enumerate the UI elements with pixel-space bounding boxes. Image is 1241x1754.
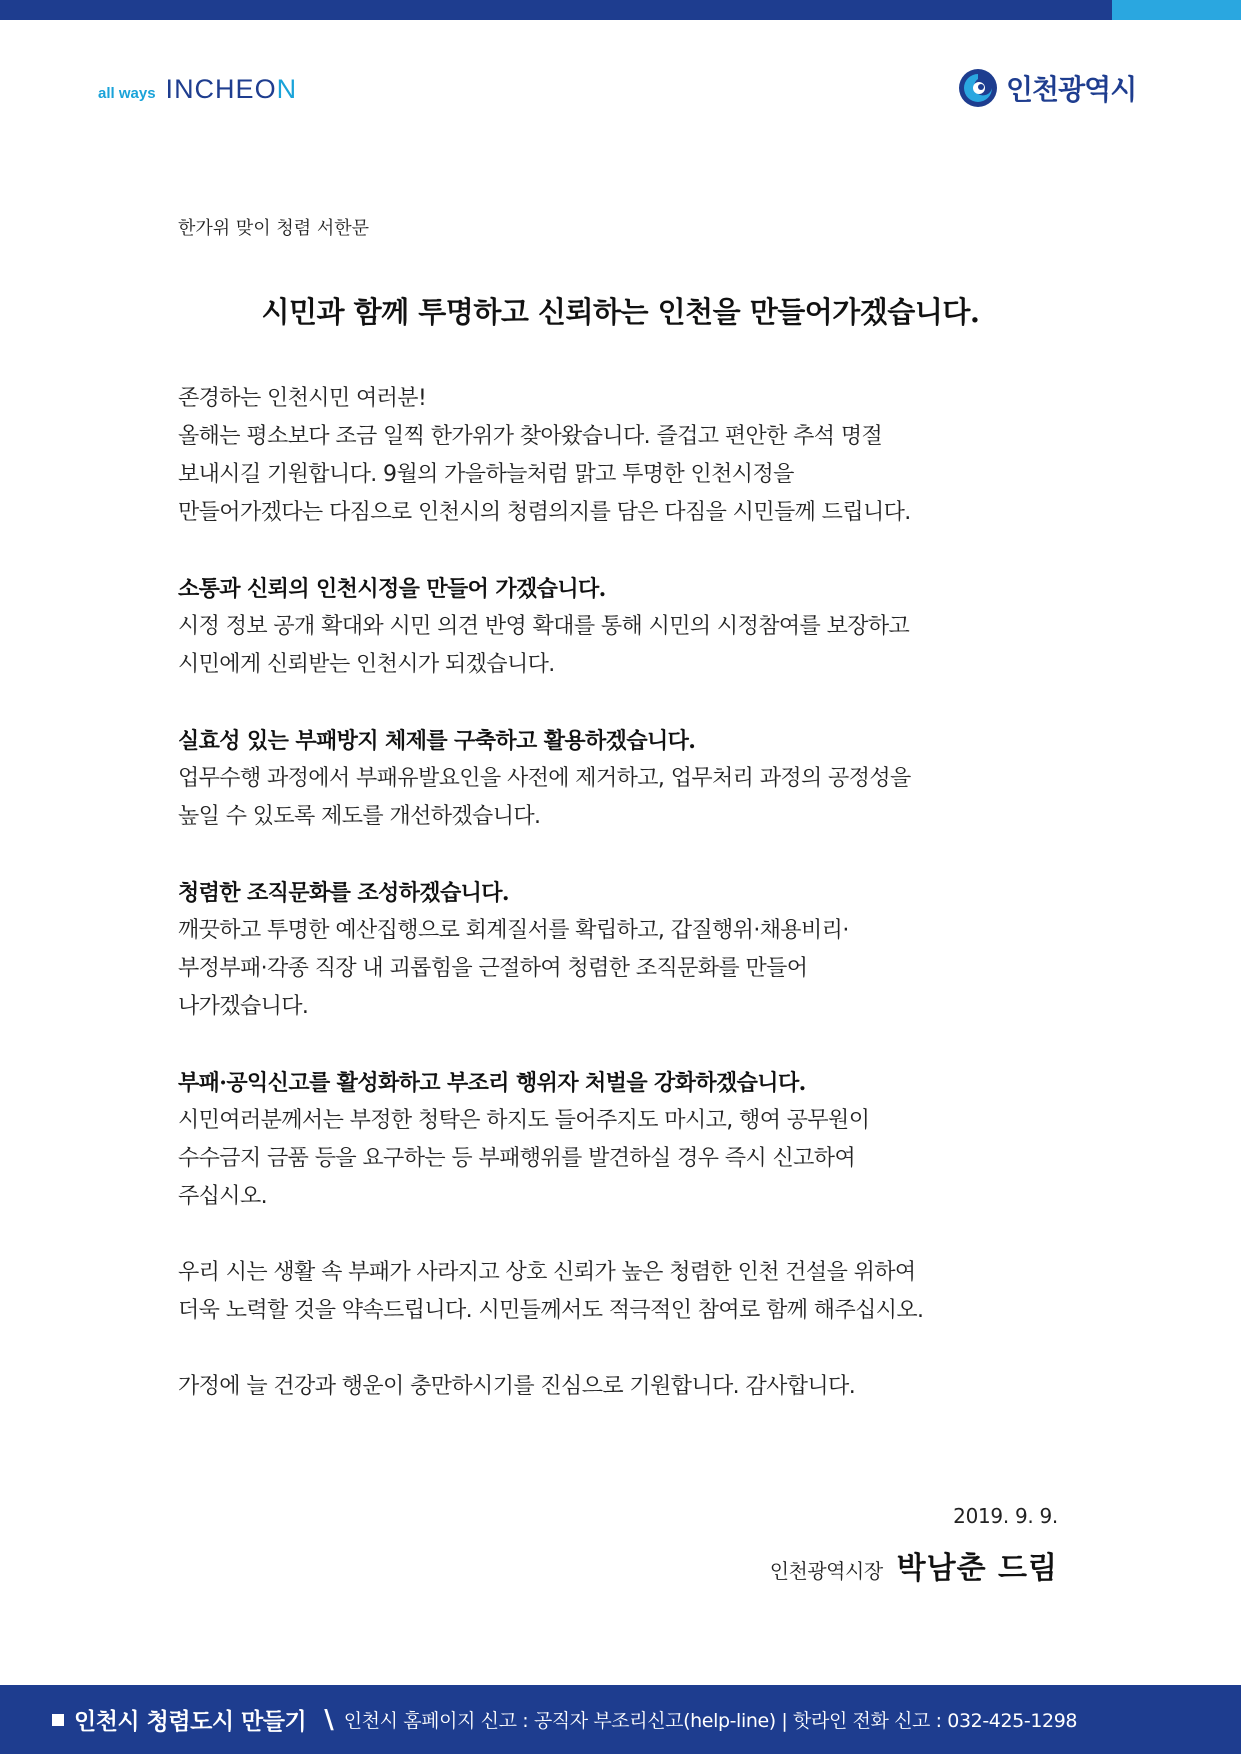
closing-paragraph bbox=[178, 1254, 1078, 1330]
pledge-section-communication bbox=[178, 570, 1078, 684]
section-line: 시정 정보 공개 확대와 시민 의견 반영 확대를 통해 시민의 시정참여를 보장하고 bbox=[178, 614, 910, 639]
footer-title: 인천시 청렴도시 만들기 bbox=[74, 1709, 307, 1735]
document-title: 시민과 함께 투명하고 신뢰하는 인천을 만들어가겠습니다. bbox=[261, 295, 980, 329]
section-heading: 소통과 신뢰의 인천시정을 만들어 가겠습니다. bbox=[178, 576, 606, 602]
signer-role: 인천광역시장 bbox=[769, 1559, 883, 1583]
section-line: 주십시오. bbox=[178, 1184, 268, 1209]
section-line: 깨끗하고 투명한 예산집행으로 회계질서를 확립하고, 갑질행위·채용비리· bbox=[178, 918, 849, 943]
intro-paragraph bbox=[178, 380, 1078, 532]
section-line: 부정부패·각종 직장 내 괴롭힘을 근절하여 청렴한 조직문화를 만들어 bbox=[178, 956, 808, 981]
incheon-emblem-icon bbox=[958, 68, 998, 108]
section-line: 시민여러분께서는 부정한 청탁은 하지도 들어주지도 마시고, 행여 공무원이 bbox=[178, 1108, 870, 1133]
section-heading: 부패·공익신고를 활성화하고 부조리 행위자 처벌을 강화하겠습니다. bbox=[178, 1070, 806, 1096]
top-bar-accent bbox=[1112, 0, 1241, 20]
intro-line: 보내시길 기원합니다. 9월의 가을하늘처럼 맑고 투명한 인천시정을 bbox=[178, 462, 794, 487]
section-heading: 청렴한 조직문화를 조성하겠습니다. bbox=[178, 880, 509, 906]
section-line: 업무수행 과정에서 부패유발요인을 사전에 제거하고, 업무처리 과정의 공정성을 bbox=[178, 766, 911, 791]
closing-line: 더욱 노력할 것을 약속드립니다. 시민들께서도 적극적인 참여로 함께 해주십시오. bbox=[178, 1298, 924, 1323]
section-line: 높일 수 있도록 제도를 개선하겠습니다. bbox=[178, 804, 541, 829]
signer-name: 박남춘 드림 bbox=[896, 1551, 1058, 1586]
logo-tagline: all ways bbox=[98, 85, 156, 102]
all-ways-incheon-logo bbox=[98, 74, 297, 104]
document-subtitle: 한가위 맞이 청렴 서한문 bbox=[178, 218, 370, 239]
wish-paragraph bbox=[178, 1368, 1078, 1406]
top-color-bar bbox=[0, 0, 1241, 20]
letter-body bbox=[178, 380, 1078, 1406]
top-bar-primary bbox=[0, 0, 1112, 20]
signature-block bbox=[770, 1543, 1058, 1587]
logo-wordmark: INCHEON bbox=[165, 74, 298, 104]
section-line: 나가겠습니다. bbox=[178, 994, 309, 1019]
letter-date: 2019. 9. 9. bbox=[953, 1504, 1058, 1528]
footer-report-info: 인천시 홈페이지 신고 : 공직자 부조리신고(help-line) | 핫라인 전화 신고 : 032-425-1298 bbox=[343, 1710, 1078, 1732]
intro-line: 만들어가겠다는 다짐으로 인천시의 청렴의지를 담은 다짐을 시민들께 드립니다. bbox=[178, 500, 911, 525]
closing-line: 우리 시는 생활 속 부패가 사라지고 상호 신뢰가 높은 청렴한 인천 건설을 위하여 bbox=[178, 1260, 916, 1285]
section-heading: 실효성 있는 부패방지 체제를 구축하고 활용하겠습니다. bbox=[178, 728, 696, 754]
footer-bar bbox=[0, 1685, 1241, 1754]
wish-line: 가정에 늘 건강과 행운이 충만하시기를 진심으로 기원합니다. 감사합니다. bbox=[178, 1374, 856, 1399]
section-line: 시민에게 신뢰받는 인천시가 되겠습니다. bbox=[178, 652, 555, 677]
intro-line: 올해는 평소보다 조금 일찍 한가위가 찾아왔습니다. 즐겁고 편안한 추석 명절 bbox=[178, 424, 883, 449]
square-bullet-icon bbox=[52, 1714, 64, 1726]
footer-separator: \ bbox=[324, 1704, 334, 1735]
city-name: 인천광역시 bbox=[1006, 73, 1137, 106]
pledge-section-reporting bbox=[178, 1064, 1078, 1216]
section-line: 수수금지 금품 등을 요구하는 등 부패행위를 발견하실 경우 즉시 신고하여 bbox=[178, 1146, 856, 1171]
incheon-city-logo bbox=[958, 66, 1136, 110]
intro-line: 존경하는 인천시민 여러분! bbox=[178, 386, 427, 411]
pledge-section-culture bbox=[178, 874, 1078, 1026]
pledge-section-anticorruption bbox=[178, 722, 1078, 836]
